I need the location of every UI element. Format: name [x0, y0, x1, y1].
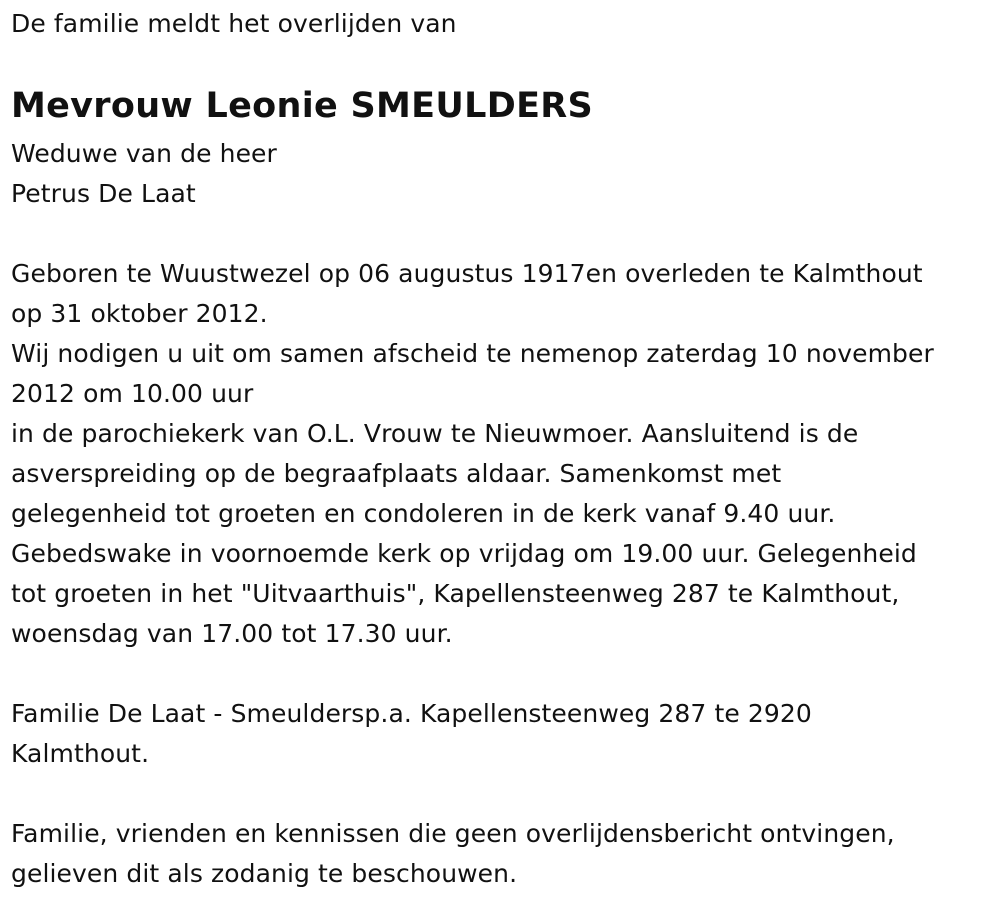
details-line: woensdag van 17.00 tot 17.30 uur. [11, 619, 453, 648]
closing-line: Familie, vrienden en kennissen die geen overlijdensbericht ontvingen, [11, 819, 895, 848]
details-line: 2012 om 10.00 uur [11, 379, 254, 408]
details-line: Gebedswake in voornoemde kerk op vrijdag om 19.00 uur. Gelegenheid [11, 539, 917, 568]
deceased-name: Mevrouw Leonie SMEULDERS [11, 86, 594, 126]
details-line: gelegenheid tot groeten en condoleren in de kerk vanaf 9.40 uur. [11, 499, 836, 528]
spouse-line: Weduwe van de heer [11, 139, 277, 168]
family-address-line: Familie De Laat - Smeuldersp.a. Kapellensteenweg 287 te 2920 [11, 699, 812, 728]
family-address-line: Kalmthout. [11, 739, 150, 768]
family-address-block [11, 694, 812, 774]
spouse-block [11, 134, 277, 214]
intro-text: De familie meldt het overlijden van [11, 9, 457, 38]
details-line: Geboren te Wuustwezel op 06 augustus 1917en overleden te Kalmthout [11, 259, 923, 288]
spouse-line: Petrus De Laat [11, 179, 196, 208]
details-line: op 31 oktober 2012. [11, 299, 268, 328]
details-line: asverspreiding op de begraafplaats aldaar. Samenkomst met [11, 459, 782, 488]
details-line: tot groeten in het "Uitvaarthuis", Kapellensteenweg 287 te Kalmthout, [11, 579, 900, 608]
details-block [11, 254, 934, 654]
closing-line: gelieven dit als zodanig te beschouwen. [11, 859, 518, 888]
details-line: in de parochiekerk van O.L. Vrouw te Nieuwmoer. Aansluitend is de [11, 419, 859, 448]
details-line: Wij nodigen u uit om samen afscheid te nemenop zaterdag 10 november [11, 339, 934, 368]
closing-block [11, 814, 895, 894]
